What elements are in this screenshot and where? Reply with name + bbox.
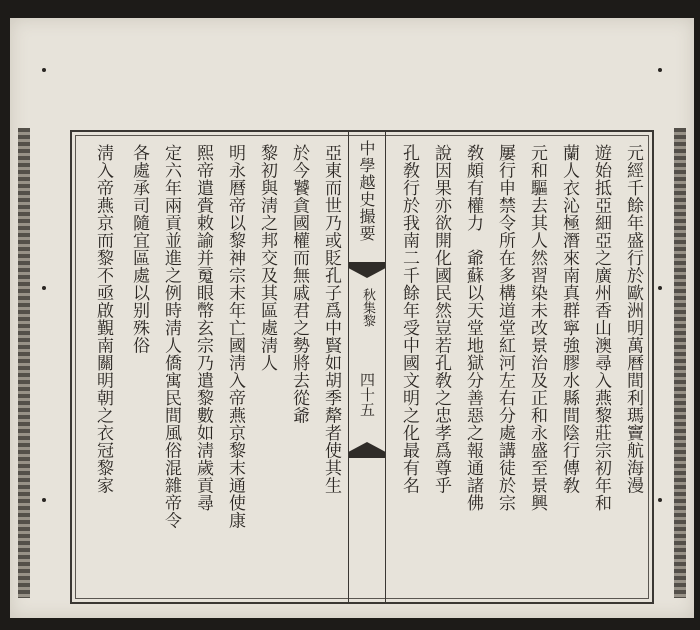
text-column: 敎頗有權力 爺蘇以天堂地獄分善惡之報通諸佛 xyxy=(463,144,483,512)
right-binding-edge xyxy=(674,128,686,598)
book-title: 中學越史撮要 xyxy=(357,140,376,242)
text-column: 各處承司隨宜區處以别殊俗 xyxy=(129,144,149,354)
text-column: 元經千餘年盛行於歐洲明萬曆間利瑪竇航海漫 xyxy=(623,144,643,494)
text-column: 說因果亦欲開化國民然豈若孔敎之忠孝爲尊乎 xyxy=(431,144,451,494)
stitch-hole xyxy=(658,286,662,290)
text-column: 定六年兩貢並進之例時淸人僑寓民間風俗混雜帝令 xyxy=(161,144,181,529)
text-column: 於今饕貪國權而無戚君之勢將去從爺 xyxy=(289,144,309,424)
stitch-hole xyxy=(42,498,46,502)
stitch-hole xyxy=(42,286,46,290)
text-column: 熙帝遣賫敕諭并䰟眼幣玄宗乃遣黎數如淸歲貢尋 xyxy=(193,144,213,512)
fishtail-mark-bottom xyxy=(349,442,385,458)
text-column: 屢行申禁令所在多構道堂紅河左右分處講徒於宗 xyxy=(495,144,515,512)
center-fold-strip xyxy=(348,132,386,602)
stitch-hole xyxy=(658,68,662,72)
text-column: 亞東而世乃或貶孔子爲中賢如胡季犛者使其生 xyxy=(321,144,341,494)
text-column: 淸入帝燕京而黎不亟啟覲南關明朝之衣冠黎家 xyxy=(93,144,113,494)
section-heading: 黎初與淸之邦交及其區處淸人 xyxy=(257,144,277,372)
page-number: 四十五 xyxy=(358,372,376,417)
book-page xyxy=(10,18,694,618)
text-column: 蘭人衣沁極潛來南真群寧強膠水縣間陰行傳敎 xyxy=(559,144,579,494)
text-column: 遊始抵亞細亞之廣州香山澳尋入燕黎莊宗初年和 xyxy=(591,144,611,512)
fishtail-mark-top xyxy=(349,262,385,278)
text-column: 明永曆帝以黎神宗末年亡國淸入帝燕京黎末通使康 xyxy=(225,144,245,529)
stitch-hole xyxy=(658,498,662,502)
left-binding-edge xyxy=(18,128,30,598)
text-frame xyxy=(70,130,654,604)
text-column: 元和驅去其人然習染未改景治及正和永盛至景興 xyxy=(527,144,547,512)
text-column: 孔敎行於我南二千餘年受中國文明之化最有名 xyxy=(399,144,419,494)
stitch-hole xyxy=(42,68,46,72)
volume-label: 秋集黎 xyxy=(360,288,375,327)
